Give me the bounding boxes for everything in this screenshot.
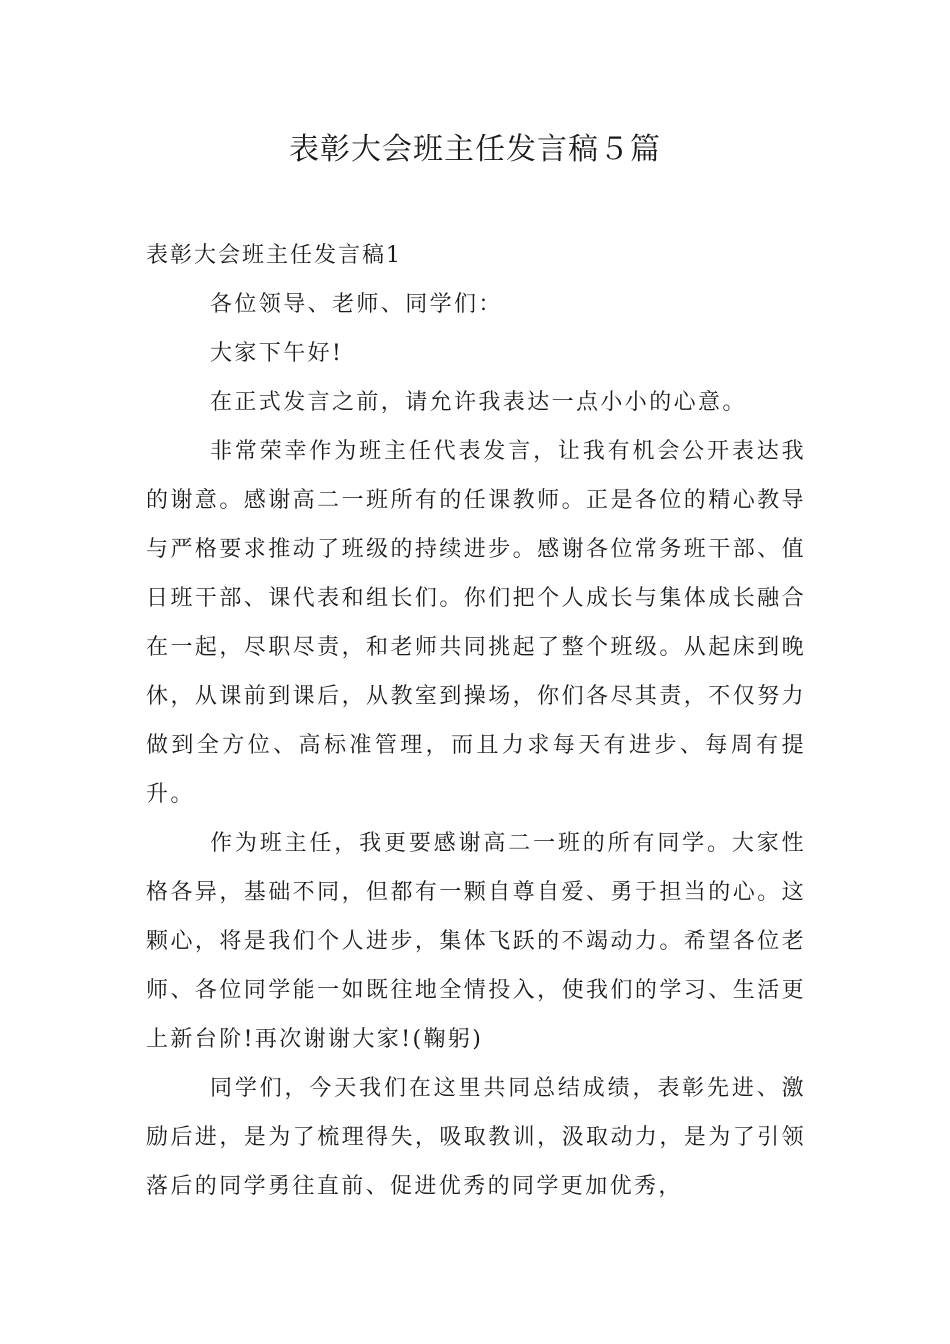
document-title: 表彰大会班主任发言稿５篇 xyxy=(289,132,661,167)
paragraph-thanks-teachers: 非常荣幸作为班主任代表发言，让我有机会公开表达我的谢意。感谢高二一班所有的任课教师。正是各位的精心教导与严格要求推动了班级的持续进步。感谢各位常务班干部、值日班干部、课代表和组长们。你们把个人成长与集体成长融合在一起，尽职尽责，和老师共同挑起了整个班级。从起床到晚休，从课前到课后，从教室到操场，你们各尽其责，不仅努力做到全方位、高标准管理，而且力求每天有进步、每周有提升。 xyxy=(146,439,806,807)
paragraph-greeting: 大家下午好! xyxy=(210,341,344,366)
section-title: 表彰大会班主任发言稿1 xyxy=(146,243,402,268)
paragraph-summary: 同学们，今天我们在这里共同总结成绩，表彰先进、激励后进，是为了梳理得失，吸取教训，汲取动力，是为了引领落后的同学勇往直前、促进优秀的同学更加优秀， xyxy=(146,1076,806,1199)
document-body xyxy=(146,231,806,1211)
paragraph-intro: 在正式发言之前，请允许我表达一点小小的心意。 xyxy=(210,390,747,415)
paragraph-thanks-students: 作为班主任，我更要感谢高二一班的所有同学。大家性格各异，基础不同，但都有一颗自尊自爱、勇于担当的心。这颗心，将是我们个人进步，集体飞跃的不竭动力。希望各位老师、各位同学能一如既往地全情投入，使我们的学习、生活更上新台阶!再次谢谢大家!(鞠躬) xyxy=(146,831,806,1052)
paragraph-salutation: 各位领导、老师、同学们： xyxy=(210,292,503,317)
